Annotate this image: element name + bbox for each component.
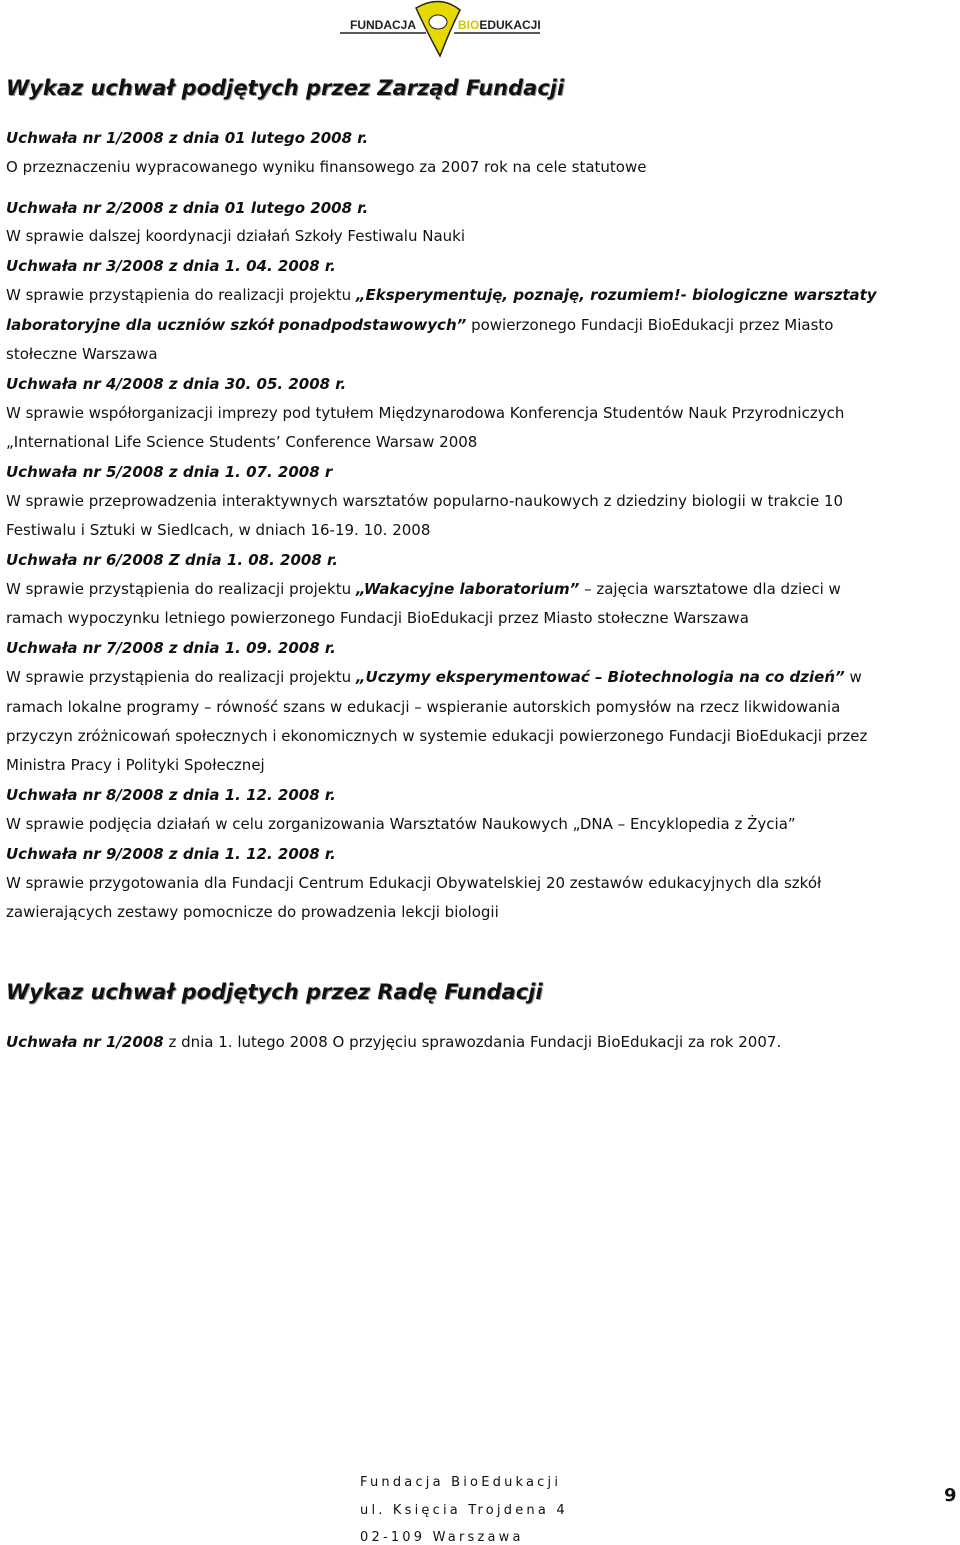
resolution-title: Uchwała nr 4/2008 z dnia 30. 05. 2008 r. — [6, 375, 347, 393]
resolution-title: Uchwała nr 9/2008 z dnia 1. 12. 2008 r. — [6, 845, 336, 863]
resolution-text: W sprawie podjęcia działań w celu zorganizowania Warsztatów Naukowych „DNA – Encyklopedia z Życia” — [6, 815, 796, 833]
resolution-title: Uchwała nr 2/2008 z dnia 01 lutego 2008 r. — [6, 199, 369, 217]
resolution-text: stołeczne Warszawa — [6, 345, 158, 363]
heading-rada: Wykaz uchwał podjętych przez Radę Fundacji — [6, 980, 543, 1004]
footer-address: ul. Księcia Trojdena 4 — [360, 1503, 568, 1518]
footer-city: 02-109 Warszawa — [360, 1530, 524, 1545]
resolution-text: ramach wypoczynku letniego powierzonego Fundacji BioEdukacji przez Miasto stołeczne Warszawa — [6, 609, 749, 627]
heading-zarzad: Wykaz uchwał podjętych przez Zarząd Fundacji — [6, 76, 565, 100]
rada-resolution: Uchwała nr 1/2008 z dnia 1. lutego 2008 O przyjęciu sprawozdania Fundacji BioEdukacji za rok 2007. — [6, 1033, 782, 1051]
resolution-title: Uchwała nr 7/2008 z dnia 1. 09. 2008 r. — [6, 639, 336, 657]
resolution-text: ramach lokalne programy – równość szans w edukacji – wspieranie autorskich pomysłów na rzecz likwidowania — [6, 698, 841, 716]
resolution-text: W sprawie przystąpienia do realizacji projektu „Eksperymentuję, poznaję, rozumiem!- biologiczne warsztaty — [6, 286, 877, 304]
resolution-title: Uchwała nr 1/2008 z dnia 01 lutego 2008 r. — [6, 129, 369, 147]
resolution-title: Uchwała nr 8/2008 z dnia 1. 12. 2008 r. — [6, 786, 336, 804]
resolution-text: W sprawie przystąpienia do realizacji projektu „Wakacyjne laboratorium” – zajęcia warsztatowe dla dzieci w — [6, 580, 841, 598]
resolution-text: W sprawie współorganizacji imprezy pod tytułem Międzynarodowa Konferencja Studentów Nauk Przyrodniczych — [6, 404, 845, 422]
resolution-title: Uchwała nr 6/2008 Z dnia 1. 08. 2008 r. — [6, 551, 338, 569]
foundation-logo — [340, 0, 540, 58]
logo-text-fundacja: FUNDACJA — [350, 18, 416, 32]
resolution-text: W sprawie przygotowania dla Fundacji Centrum Edukacji Obywatelskiej 20 zestawów edukacyjnych dla szkół — [6, 874, 822, 892]
page-number: 9 — [944, 1485, 957, 1506]
resolution-text: zawierających zestawy pomocnicze do prowadzenia lekcji biologii — [6, 903, 499, 921]
footer-name: Fundacja BioEdukacji — [360, 1475, 562, 1490]
resolution-title: Uchwała nr 3/2008 z dnia 1. 04. 2008 r. — [6, 257, 336, 275]
resolution-text: „International Life Science Students’ Conference Warsaw 2008 — [6, 433, 478, 451]
resolution-title: Uchwała nr 5/2008 z dnia 1. 07. 2008 r — [6, 463, 333, 481]
logo-text-bioedukacji: BIOEDUKACJI — [458, 18, 541, 32]
resolution-text: Festiwalu i Sztuki w Siedlcach, w dniach 16-19. 10. 2008 — [6, 521, 431, 539]
resolution-text: W sprawie przystąpienia do realizacji projektu „Uczymy eksperymentować – Biotechnologia na co dzień” w — [6, 668, 862, 686]
resolution-text: Ministra Pracy i Polityki Społecznej — [6, 756, 265, 774]
resolution-text: W sprawie dalszej koordynacji działań Szkoły Festiwalu Nauki — [6, 227, 466, 245]
resolution-text: W sprawie przeprowadzenia interaktywnych warsztatów popularno-naukowych z dziedziny biologii w trakcie 10 — [6, 492, 844, 510]
resolution-text: laboratoryjne dla uczniów szkół ponadpodstawowych” powierzonego Fundacji BioEdukacji przez Miasto — [6, 316, 834, 334]
resolution-text: przyczyn zróżnicowań społecznych i ekonomicznych w systemie edukacji powierzonego Fundacji BioEdukacji przez — [6, 727, 868, 745]
resolution-text: O przeznaczeniu wypracowanego wyniku finansowego za 2007 rok na cele statutowe — [6, 158, 647, 176]
